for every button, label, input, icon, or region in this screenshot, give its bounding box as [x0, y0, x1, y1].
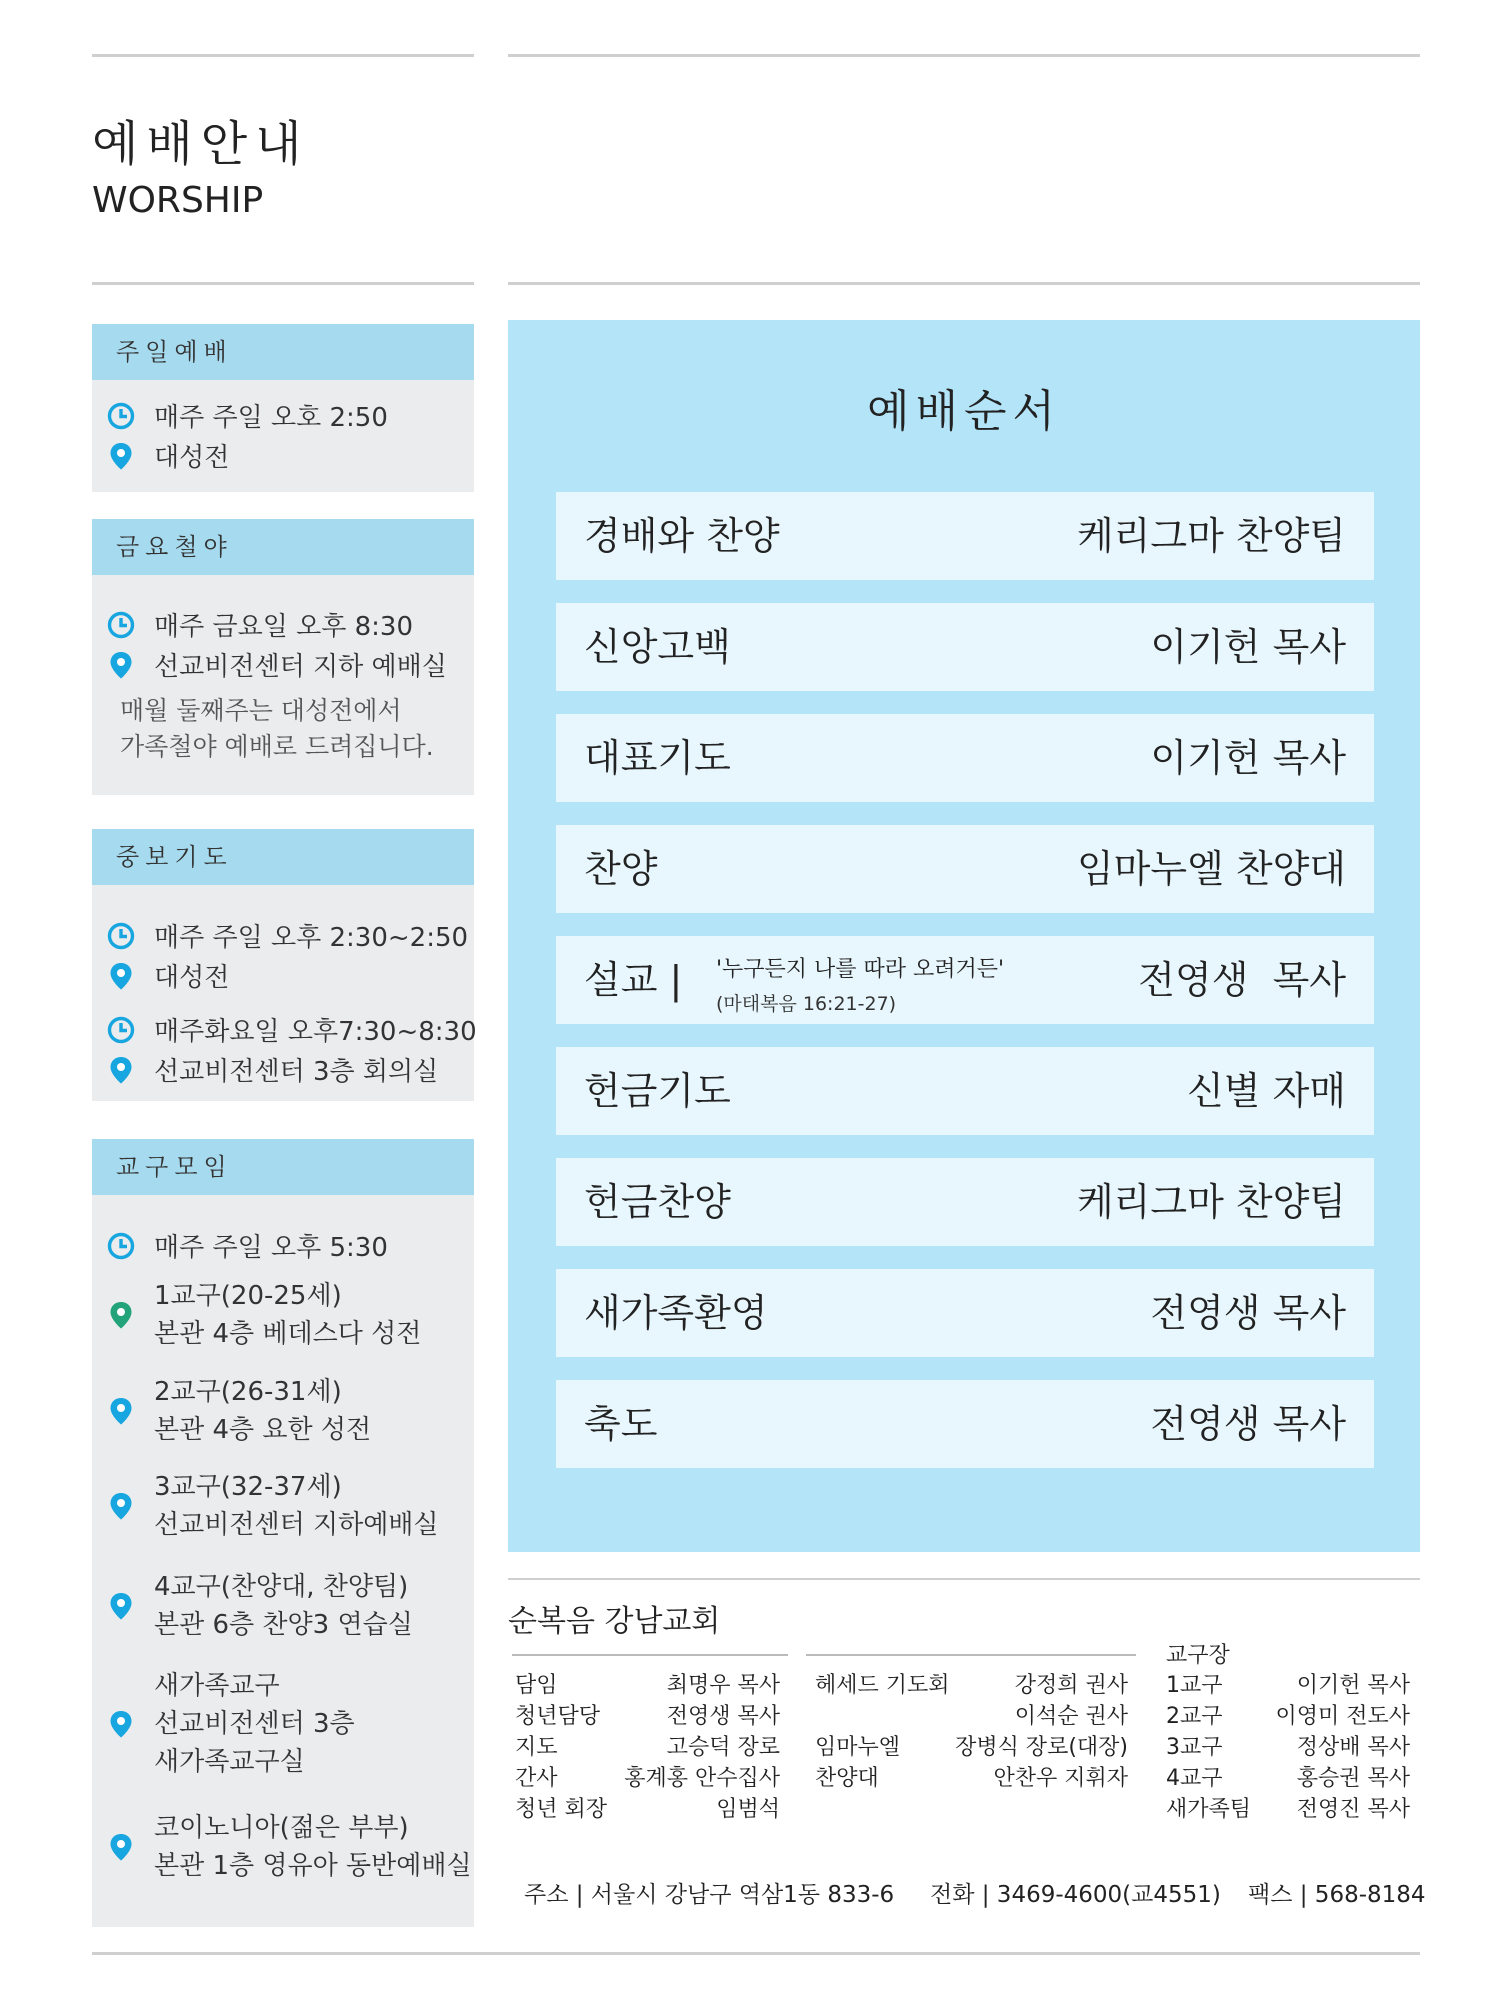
district-group-place: 선교비전센터 3층 [154, 1709, 355, 1739]
divider [508, 282, 1420, 285]
order-item [556, 1269, 1374, 1357]
order-item [556, 492, 1374, 580]
order-item-person: 임마누엘 찬양대 [1076, 847, 1346, 891]
prayer-time: 매주화요일 오후7:30~8:30 [154, 1017, 477, 1047]
order-item-person: 전영생 목사 [1150, 1291, 1346, 1335]
staff-roles [515, 1670, 607, 1825]
district-group-name: 1교구(20-25세) [154, 1281, 342, 1311]
leader-role: 2교구 [1166, 1704, 1223, 1729]
leader-role: 3교구 [1166, 1735, 1223, 1760]
order-item-person: 신별 자매 [1187, 1069, 1346, 1113]
friday-place-row [106, 646, 447, 683]
prayer-time-row [106, 1011, 477, 1048]
prayer-place: 대성전 [154, 963, 230, 993]
order-item [556, 825, 1374, 913]
church-address: 주소 | 서울시 강남구 역삼1동 833-6 [524, 1882, 895, 1908]
order-item-name: 새가족환영 [584, 1291, 768, 1335]
order-item-person: 전영생 목사 [1150, 1402, 1346, 1446]
leader-name: 이영미 전도사 [1275, 1704, 1410, 1729]
friday-worship-box [92, 519, 474, 795]
staff-name: 전영생 목사 [666, 1704, 780, 1729]
sunday-place-row [106, 437, 229, 474]
order-item-name: 헌금찬양 [584, 1180, 731, 1224]
prayer-time: 매주 주일 오후 2:30~2:50 [154, 923, 469, 953]
ministry-roles [815, 1670, 950, 1794]
staff-role: 청년담당 [515, 1704, 601, 1729]
location-pin-icon [106, 1491, 136, 1521]
district-group [106, 1277, 421, 1353]
friday-note-line: 매월 둘째주는 대성전에서 [120, 696, 402, 725]
prayer-place: 선교비전센터 3층 회의실 [154, 1057, 439, 1087]
district-group-place: 본관 4층 요한 성전 [154, 1415, 372, 1445]
clock-icon [106, 1015, 136, 1045]
order-item-name: 설교 | [584, 958, 683, 1002]
staff-role: 지도 [515, 1735, 558, 1760]
district-group-place: 본관 1층 영유아 동반예배실 [154, 1851, 472, 1881]
order-item-person: 케리그마 찬양팀 [1076, 1180, 1346, 1224]
district-group [106, 1667, 355, 1781]
order-item-name: 찬양 [584, 847, 658, 891]
page-title: 예배안내 [92, 116, 310, 172]
prayer-place-row [106, 1051, 438, 1088]
district-group [106, 1809, 472, 1885]
sunday-time: 매주 주일 오호 2:50 [154, 403, 388, 433]
staff-names [624, 1670, 780, 1825]
location-pin-icon [106, 1396, 136, 1426]
order-item-name: 대표기도 [584, 736, 731, 780]
friday-worship-heading: 금요철야 [92, 519, 474, 575]
district-group-name: 3교구(32-37세) [154, 1472, 342, 1502]
order-item-person: 이기헌 목사 [1150, 625, 1346, 669]
divider [92, 1952, 1420, 1955]
order-item-name: 헌금기도 [584, 1069, 731, 1113]
staff-name: 고승덕 장로 [666, 1735, 780, 1760]
leader-names [1275, 1670, 1410, 1825]
district-group [106, 1568, 413, 1644]
church-name: 순복음 강남교회 [508, 1604, 721, 1639]
prayer-heading: 중보기도 [92, 829, 474, 885]
staff-name: 홍계홍 안수집사 [624, 1766, 780, 1791]
page-subtitle: WORSHIP [92, 180, 264, 221]
friday-note-line: 가족철야 예배로 드려집니다. [120, 732, 434, 761]
order-item [556, 714, 1374, 802]
district-group-name: 새가족교구 [154, 1671, 280, 1701]
clock-icon [106, 1231, 136, 1261]
location-pin-icon [106, 1832, 136, 1862]
prayer-place-row [106, 957, 229, 994]
district-group-name: 4교구(찬양대, 찬양팀) [154, 1572, 409, 1602]
leader-role: 1교구 [1166, 1673, 1223, 1698]
divider [508, 54, 1420, 57]
leader-role: 새가족팀 [1166, 1797, 1252, 1822]
ministry-role: 찬양대 [815, 1766, 879, 1791]
district-heading: 교구모임 [92, 1139, 474, 1195]
divider [508, 1578, 1420, 1580]
sunday-time-row [106, 397, 388, 434]
sermon-title: '누구든지 나를 따라 오려거든' [716, 957, 1005, 982]
order-item [556, 1047, 1374, 1135]
district-group [106, 1468, 439, 1544]
staff-role: 간사 [515, 1766, 558, 1791]
order-item [556, 1158, 1374, 1246]
district-group-place: 본관 6층 찬양3 연습실 [154, 1610, 413, 1640]
ministry-name: 강정희 권사 [1014, 1673, 1128, 1698]
location-pin-icon [106, 1300, 136, 1330]
ministry-name: 안찬우 지휘자 [993, 1766, 1128, 1791]
district-group-place: 본관 4층 베데스다 성전 [154, 1319, 422, 1349]
leader-name: 정상배 목사 [1296, 1735, 1410, 1760]
friday-note [120, 693, 434, 765]
location-pin-icon [106, 1055, 136, 1085]
clock-icon [106, 921, 136, 951]
location-pin-icon [106, 650, 136, 680]
prayer-box [92, 829, 477, 1101]
ministry-role: 임마누엘 [815, 1735, 901, 1760]
divider [92, 54, 474, 57]
clock-icon [106, 401, 136, 431]
order-item [556, 1380, 1374, 1468]
sermon-info [716, 952, 1004, 1016]
order-item [556, 603, 1374, 691]
sunday-worship-box [92, 324, 474, 492]
order-item-person: 케리그마 찬양팀 [1076, 514, 1346, 558]
staff-name: 임범석 [716, 1797, 780, 1822]
order-item-name: 경배와 찬양 [584, 514, 780, 558]
order-item-name: 신앙고백 [584, 625, 731, 669]
staff-name: 최명우 목사 [666, 1673, 780, 1698]
ministry-role: 헤세드 기도회 [815, 1673, 950, 1698]
ministry-role [815, 1701, 950, 1732]
leader-name: 이기헌 목사 [1296, 1673, 1410, 1698]
order-item-person: 전영생 목사 [1138, 958, 1346, 1002]
staff-role: 담임 [515, 1673, 558, 1698]
location-pin-icon [106, 961, 136, 991]
location-pin-icon [106, 1709, 136, 1739]
staff-role: 청년 회장 [515, 1797, 608, 1822]
order-title: 예배순서 [866, 386, 1061, 437]
district-group-place: 새가족교구실 [154, 1747, 305, 1777]
order-panel [508, 320, 1420, 1552]
district-time: 매주 주일 오후 5:30 [154, 1233, 388, 1263]
sermon-reference: (마태복음 16:21-27) [716, 993, 897, 1015]
divider [512, 1654, 788, 1656]
church-phone: 전화 | 3469-4600(교4551) [930, 1882, 1221, 1908]
friday-place: 선교비전센터 지하 예배실 [154, 652, 447, 682]
leader-name: 전영진 목사 [1296, 1797, 1410, 1822]
ministry-name: 이석순 권사 [1014, 1704, 1128, 1729]
ministry-names [955, 1670, 1128, 1794]
district-group-name: 코이노니아(젊은 부부) [154, 1813, 409, 1843]
divider [806, 1654, 1136, 1656]
leader-name: 홍승권 목사 [1296, 1766, 1410, 1791]
district-box [92, 1139, 474, 1927]
leaders-heading: 교구장 [1166, 1643, 1230, 1668]
district-group [106, 1373, 371, 1449]
location-pin-icon [106, 1591, 136, 1621]
friday-time-row [106, 606, 413, 643]
friday-time: 매주 금요일 오후 8:30 [154, 612, 413, 642]
sunday-worship-heading: 주일예배 [92, 324, 474, 380]
order-item-person: 이기헌 목사 [1150, 736, 1346, 780]
location-pin-icon [106, 441, 136, 471]
church-fax: 팩스 | 568-8184 [1248, 1882, 1426, 1908]
leader-roles [1166, 1670, 1251, 1825]
ministry-name: 장병식 장로(대장) [955, 1735, 1128, 1760]
sunday-place: 대성전 [154, 443, 230, 473]
prayer-time-row [106, 917, 468, 954]
district-time-row [106, 1227, 388, 1264]
district-group-place: 선교비전센터 지하예배실 [154, 1510, 439, 1540]
divider [92, 282, 474, 285]
district-group-name: 2교구(26-31세) [154, 1377, 342, 1407]
order-item-name: 축도 [584, 1402, 658, 1446]
clock-icon [106, 610, 136, 640]
leader-role: 4교구 [1166, 1766, 1223, 1791]
order-item-sermon [556, 936, 1374, 1024]
